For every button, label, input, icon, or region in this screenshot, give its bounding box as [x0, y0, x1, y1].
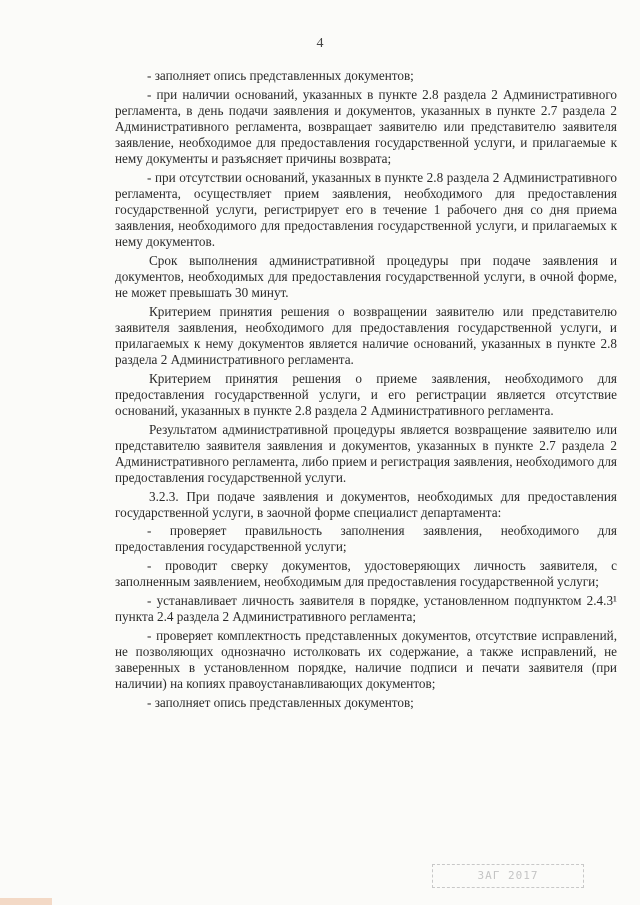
paragraph: Критерием принятия решения о приеме заявления, необходимого для предоставления государственной услуги, и его регистрации является отсутствие оснований, указанных в пункте 2.8 раздела 2 Административного регламента.	[115, 370, 617, 418]
document-body	[115, 68, 617, 713]
corner-mark	[0, 898, 52, 905]
paragraph: Критерием принятия решения о возвращении заявителю или представителю заявителя заявления, необходимого для предоставления государственной услуги, и прилагаемых к нему документов является наличие оснований, указанных в пункте 2.8 раздела 2 Административного регламента.	[115, 303, 617, 367]
list-item: - проверяет правильность заполнения заявления, необходимого для предоставления государственной услуги;	[115, 523, 617, 555]
paragraph: Срок выполнения административной процедуры при подаче заявления и документов, необходимых для предоставления государственной услуги, в очной форме, не может превышать 30 минут.	[115, 252, 617, 300]
list-item: - устанавливает личность заявителя в порядке, установленном подпунктом 2.4.3¹ пункта 2.4 раздела 2 Административного регламента;	[115, 592, 617, 624]
paragraph: Результатом административной процедуры является возвращение заявителю или представителю заявителя заявления и документов, указанных в пункте 2.7 раздела 2 Административного регламента, либо прием и регистрация заявления, необходимого для предоставления государственной услуги.	[115, 421, 617, 485]
page-number: 4	[316, 36, 324, 51]
list-item: - заполняет опись представленных документов;	[147, 694, 414, 710]
section-paragraph: 3.2.3. При подаче заявления и документов, необходимых для предоставления государственной услуги, в заочной форме специалист департамента:	[115, 488, 617, 520]
list-item: - при наличии оснований, указанных в пункте 2.8 раздела 2 Административного регламента, в день подачи заявления и документов, указанных в пункте 2.7 раздела 2 Административного регламента, возвращает заявителю или представителю заявителя заявление, необходимое для предоставления государственной услуги, и прилагаемые к нему документы и разъясняет причины возврата;	[115, 86, 617, 167]
list-item: - проводит сверку документов, удостоверяющих личность заявителя, с заполненным заявлением, необходимым для предоставления государственной услуги;	[115, 558, 617, 590]
list-item: - проверяет комплектность представленных документов, отсутствие исправлений, не позволяющих однозначно истолковать их содержание, а также исправлений, не заверенных в установленном порядке, наличие подписи и печати заявителя (при наличии) на копиях правоустанавливающих документов;	[115, 627, 617, 691]
list-item: - при отсутствии оснований, указанных в пункте 2.8 раздела 2 Административного регламента, осуществляет прием заявления, необходимого для предоставления государственной услуги, регистрирует его в течение 1 рабочего дня со дня приема заявления, необходимого для предоставления государственной услуги, и прилагаемых к нему документов.	[115, 169, 617, 250]
list-item: - заполняет опись представленных документов;	[147, 68, 414, 83]
faded-stamp: ЗАГ 2017	[432, 864, 584, 888]
